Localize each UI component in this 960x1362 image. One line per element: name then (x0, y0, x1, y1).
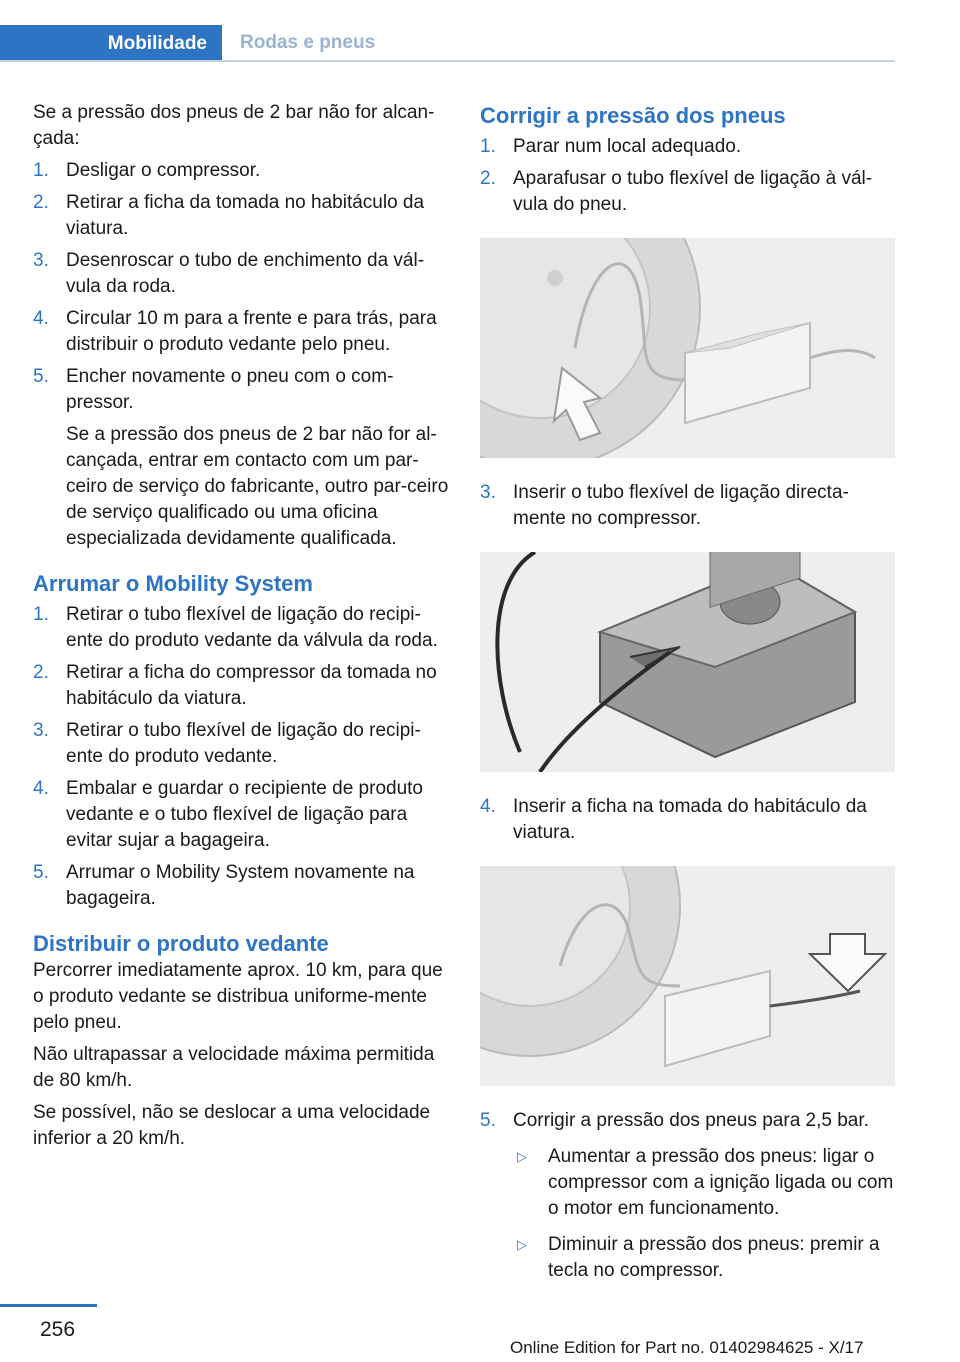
step-number: 2. (33, 662, 49, 683)
bullet-text: Diminuir a pressão dos pneus: premir a tecla no compressor. (548, 1234, 880, 1281)
list-item (33, 158, 450, 184)
triangle-bullet-icon: ▷ (517, 1237, 527, 1252)
step-number: 1. (480, 136, 496, 157)
heading-corrigir: Corrigir a pressão dos pneus (480, 103, 786, 128)
step-number: 5. (480, 1110, 496, 1131)
figure-valve-connection (480, 238, 895, 458)
figure-plug-socket (480, 866, 895, 1086)
bullet-text: Aumentar a pressão dos pneus: ligar o compressor com a ignição ligada ou com o motor em funcionamento. (548, 1146, 894, 1219)
step-text: Retirar a ficha da tomada no habitáculo da viatura. (66, 192, 425, 239)
heading-arrumar: Arrumar o Mobility System (33, 571, 313, 596)
step-text: Desenroscar o tubo de enchimento da vál‐vula da roda. (66, 250, 425, 297)
list-item (480, 794, 895, 1086)
intro-text: Se a pressão dos pneus de 2 bar não for alcan‐çada: (33, 102, 435, 149)
step-number: 4. (33, 308, 49, 329)
steps-list-2 (33, 602, 450, 912)
edition-text: Online Edition for Part no. 01402984625 - X/17 (510, 1338, 864, 1357)
list-item (480, 134, 895, 160)
step-text: Arrumar o Mobility System novamente na bagageira. (66, 862, 415, 909)
figure-compressor-hose (480, 552, 895, 772)
list-item (33, 306, 450, 358)
bullet-item (513, 1144, 895, 1222)
step-number: 1. (33, 160, 49, 181)
steps-list-3 (480, 134, 895, 1284)
step-note: Se a pressão dos pneus de 2 bar não for al‐cançada, entrar em contacto com um par‐ceiro de serviço do fabricante, outro par‐ceiro de serviço qualificado ou uma oficina especializada devidamente qualificada. (66, 424, 449, 549)
list-item (33, 776, 450, 854)
paragraph: Percorrer imediatamente aprox. 10 km, para que o produto vedante se distribua uniforme‐mente pelo pneu. (33, 960, 443, 1033)
tab-rodas-e-pneus[interactable]: Rodas e pneus (240, 31, 376, 53)
paragraph: Não ultrapassar a velocidade máxima permitida de 80 km/h. (33, 1044, 435, 1091)
page-number: 256 (40, 1318, 76, 1341)
list-item (480, 480, 895, 772)
list-item (480, 1108, 895, 1284)
step-number: 5. (33, 862, 49, 883)
heading-distribuir: Distribuir o produto vedante (33, 931, 329, 956)
step-number: 2. (33, 192, 49, 213)
list-item (33, 190, 450, 242)
list-item (33, 860, 450, 912)
list-item (33, 718, 450, 770)
step-text: Circular 10 m para a frente e para trás, para distribuir o produto vedante pelo pneu. (66, 308, 437, 355)
step-text: Retirar o tubo flexível de ligação do recipi‐ente do produto vedante da válvula da roda. (66, 604, 438, 651)
list-item (33, 248, 450, 300)
step-text: Inserir o tubo flexível de ligação directa‐mente no compressor. (513, 482, 849, 529)
paragraph: Se possível, não se deslocar a uma velocidade inferior a 20 km/h. (33, 1102, 431, 1149)
step-text: Embalar e guardar o recipiente de produto vedante e o tubo flexível de ligação para evitar sujar a bagageira. (66, 778, 424, 851)
compressor-illustration (480, 552, 895, 772)
step-text: Aparafusar o tubo flexível de ligação à vál‐vula do pneu. (513, 168, 873, 215)
step-number: 5. (33, 366, 49, 387)
left-column (33, 100, 450, 1158)
list-item (33, 364, 450, 552)
step-text: Inserir a ficha na tomada do habitáculo da viatura. (513, 796, 867, 843)
tire-valve-illustration (480, 238, 895, 458)
step-text: Retirar o tubo flexível de ligação do recipi‐ente do produto vedante. (66, 720, 421, 767)
list-item (33, 602, 450, 654)
triangle-bullet-icon: ▷ (517, 1149, 527, 1164)
step-text: Desligar o compressor. (66, 160, 261, 181)
step-number: 3. (33, 720, 49, 741)
step-number: 2. (480, 168, 496, 189)
tab-mobilidade[interactable]: Mobilidade (0, 25, 222, 62)
step-number: 4. (480, 796, 496, 817)
list-item (480, 166, 895, 458)
steps-list-1 (33, 158, 450, 552)
plug-illustration (480, 866, 895, 1086)
header-rule (0, 60, 895, 62)
step-number: 4. (33, 778, 49, 799)
step-text: Corrigir a pressão dos pneus para 2,5 bar. (513, 1110, 869, 1131)
footer-rule (0, 1304, 97, 1307)
step-text: Parar num local adequado. (513, 136, 742, 157)
bullet-item (513, 1232, 895, 1284)
right-column (480, 100, 895, 1294)
chapter-tabs (0, 25, 895, 62)
list-item (33, 660, 450, 712)
step-number: 1. (33, 604, 49, 625)
step-number: 3. (33, 250, 49, 271)
step-number: 3. (480, 482, 496, 503)
step-text: Encher novamente o pneu com o com‐pressor. (66, 366, 394, 413)
step-text: Retirar a ficha do compressor da tomada no habitáculo da viatura. (66, 662, 437, 709)
